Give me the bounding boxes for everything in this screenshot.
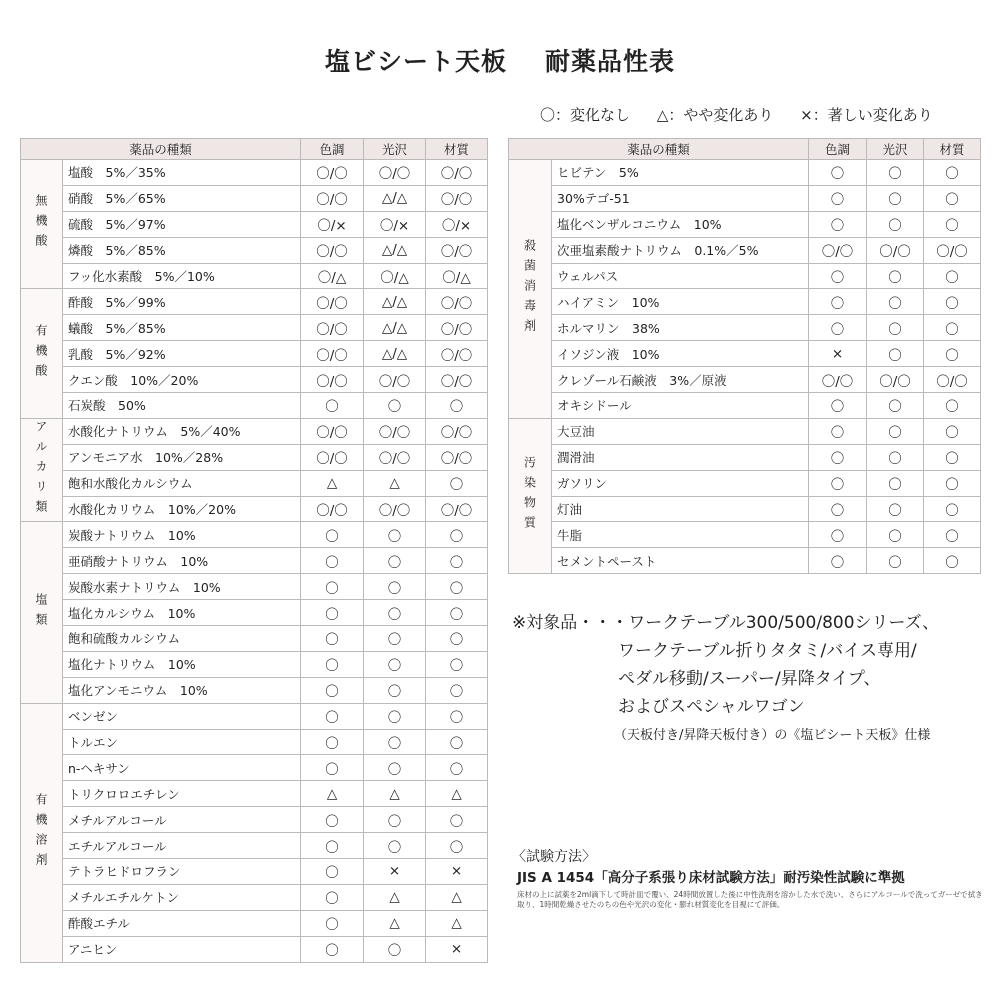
color-result: 〇/〇 bbox=[301, 185, 364, 211]
gloss-result: 〇/× bbox=[364, 211, 426, 237]
table-row bbox=[21, 185, 488, 211]
color-result: 〇/〇 bbox=[809, 237, 867, 263]
note-line4: およびスペシャルワゴン bbox=[618, 697, 805, 717]
chemical-name: ガソリン bbox=[552, 470, 809, 496]
table-row bbox=[21, 160, 488, 186]
material-result: 〇 bbox=[426, 470, 488, 496]
gloss-result: 〇 bbox=[364, 677, 426, 703]
color-result: 〇/〇 bbox=[301, 315, 364, 341]
gloss-result: 〇/〇 bbox=[867, 367, 924, 393]
method-description: 床材の上に試薬を2ml滴下して時計皿で覆い、24時間放置した後に中性洗剤を溶かした水で洗い、さらにアルコールで洗ってガーゼで拭き取り、1時間乾燥させたのちの色や光沢の変化・膨れ材質変化を目視にて評価。 bbox=[517, 890, 983, 909]
gloss-result: 〇 bbox=[867, 341, 924, 367]
material-result: 〇/〇 bbox=[426, 367, 488, 393]
table-row bbox=[21, 755, 488, 781]
color-result: 〇 bbox=[301, 651, 364, 677]
note-line2: ワークテーブル折りタタミ/バイス専用/ bbox=[618, 641, 917, 661]
color-result: 〇 bbox=[301, 677, 364, 703]
table-row bbox=[21, 651, 488, 677]
color-result: 〇 bbox=[301, 910, 364, 936]
color-result: 〇/△ bbox=[301, 263, 364, 289]
gloss-result: 〇 bbox=[867, 548, 924, 574]
header-color: 色調 bbox=[809, 139, 867, 160]
chemical-name: 硝酸 5%／65% bbox=[63, 185, 301, 211]
right-resistance-table bbox=[508, 138, 981, 574]
legend-ok: 〇：変化なし bbox=[540, 106, 631, 124]
chemical-name: 水酸化ナトリウム 5%／40% bbox=[63, 418, 301, 444]
color-result: 〇 bbox=[301, 729, 364, 755]
header-gloss: 光沢 bbox=[867, 139, 924, 160]
color-result: 〇 bbox=[301, 703, 364, 729]
color-result: 〇 bbox=[301, 574, 364, 600]
color-result: 〇/〇 bbox=[301, 496, 364, 522]
material-result: 〇 bbox=[426, 729, 488, 755]
table-row bbox=[509, 548, 981, 574]
color-result: 〇 bbox=[809, 263, 867, 289]
table-row bbox=[509, 185, 981, 211]
page-title bbox=[0, 42, 1000, 78]
material-result: 〇 bbox=[924, 548, 981, 574]
chemical-name: ベンゼン bbox=[63, 703, 301, 729]
color-result: 〇 bbox=[809, 548, 867, 574]
material-result: 〇 bbox=[426, 677, 488, 703]
color-result: △ bbox=[301, 470, 364, 496]
color-result: 〇 bbox=[809, 418, 867, 444]
table-row bbox=[509, 418, 981, 444]
color-result: 〇 bbox=[301, 833, 364, 859]
chemical-name: 飽和硫酸カルシウム bbox=[63, 626, 301, 652]
material-result: 〇 bbox=[426, 574, 488, 600]
table-row bbox=[21, 263, 488, 289]
chemical-name: ヒビテン 5% bbox=[552, 160, 809, 186]
table-row bbox=[21, 444, 488, 470]
material-result: 〇 bbox=[426, 600, 488, 626]
gloss-result: 〇 bbox=[867, 496, 924, 522]
gloss-result: 〇/〇 bbox=[364, 367, 426, 393]
chemical-name: クレゾール石鹸液 3%／原液 bbox=[552, 367, 809, 393]
chemical-name: フッ化水素酸 5%／10% bbox=[63, 263, 301, 289]
chemical-name: メチルアルコール bbox=[63, 807, 301, 833]
chemical-name: ウェルパス bbox=[552, 263, 809, 289]
material-result: 〇 bbox=[924, 341, 981, 367]
gloss-result: 〇 bbox=[867, 185, 924, 211]
material-result: × bbox=[426, 936, 488, 962]
chemical-name: メチルエチルケトン bbox=[63, 884, 301, 910]
table-row bbox=[21, 522, 488, 548]
table-row bbox=[21, 936, 488, 962]
gloss-result: 〇 bbox=[364, 626, 426, 652]
chemical-name: 硫酸 5%／97% bbox=[63, 211, 301, 237]
chemical-name: 塩化ナトリウム 10% bbox=[63, 651, 301, 677]
material-result: 〇 bbox=[924, 315, 981, 341]
gloss-result: 〇 bbox=[867, 315, 924, 341]
chemical-name: トルエン bbox=[63, 729, 301, 755]
gloss-result: 〇 bbox=[364, 393, 426, 419]
material-result: 〇 bbox=[426, 755, 488, 781]
gloss-result: △/△ bbox=[364, 341, 426, 367]
table-row bbox=[21, 393, 488, 419]
table-row bbox=[21, 859, 488, 885]
chemical-name: 酢酸 5%／99% bbox=[63, 289, 301, 315]
category-label: 汚染物質 bbox=[509, 418, 552, 573]
table-row bbox=[21, 781, 488, 807]
material-result: 〇 bbox=[924, 160, 981, 186]
chemical-name: ハイアミン 10% bbox=[552, 289, 809, 315]
gloss-result: △/△ bbox=[364, 185, 426, 211]
gloss-result: 〇/〇 bbox=[867, 237, 924, 263]
material-result: 〇/〇 bbox=[426, 341, 488, 367]
chemical-name: イソジン液 10% bbox=[552, 341, 809, 367]
chemical-name: n-ヘキサン bbox=[63, 755, 301, 781]
table-row bbox=[509, 315, 981, 341]
color-result: 〇 bbox=[301, 807, 364, 833]
color-result: 〇/× bbox=[301, 211, 364, 237]
gloss-result: 〇 bbox=[867, 418, 924, 444]
material-result: 〇/× bbox=[426, 211, 488, 237]
gloss-result: 〇 bbox=[364, 574, 426, 600]
color-result: 〇 bbox=[809, 211, 867, 237]
material-result: 〇 bbox=[924, 470, 981, 496]
legend-bad: ×：著しい変化あり bbox=[800, 106, 933, 124]
header-chemical: 薬品の種類 bbox=[21, 139, 301, 160]
color-result: 〇/〇 bbox=[301, 367, 364, 393]
material-result: 〇/〇 bbox=[426, 496, 488, 522]
table-row bbox=[21, 884, 488, 910]
chemical-name: 次亜塩素酸ナトリウム 0.1%／5% bbox=[552, 237, 809, 263]
gloss-result: 〇 bbox=[364, 651, 426, 677]
table-row bbox=[21, 367, 488, 393]
table-row bbox=[509, 160, 981, 186]
material-result: 〇 bbox=[426, 548, 488, 574]
chemical-name: 牛脂 bbox=[552, 522, 809, 548]
table-row bbox=[509, 289, 981, 315]
table-row bbox=[509, 341, 981, 367]
header-color: 色調 bbox=[301, 139, 364, 160]
color-result: 〇 bbox=[809, 393, 867, 419]
gloss-result: △ bbox=[364, 781, 426, 807]
material-result: × bbox=[426, 859, 488, 885]
table-row bbox=[21, 211, 488, 237]
gloss-result: 〇 bbox=[364, 703, 426, 729]
color-result: 〇 bbox=[809, 444, 867, 470]
chemical-name: 飽和水酸化カルシウム bbox=[63, 470, 301, 496]
material-result: 〇 bbox=[924, 522, 981, 548]
material-result: 〇 bbox=[924, 418, 981, 444]
chemical-name: 石炭酸 50% bbox=[63, 393, 301, 419]
chemical-name: テトラヒドロフラン bbox=[63, 859, 301, 885]
chemical-name: クエン酸 10%／20% bbox=[63, 367, 301, 393]
table-row bbox=[509, 496, 981, 522]
chemical-name: 水酸化カリウム 10%／20% bbox=[63, 496, 301, 522]
method-standard: JIS A 1454「高分子系張り床材試験方法」耐汚染性試験に準拠 bbox=[517, 870, 905, 886]
method-title: 〈試験方法〉 bbox=[512, 849, 596, 865]
table-row bbox=[21, 807, 488, 833]
gloss-result: 〇 bbox=[364, 755, 426, 781]
note-line3: ペダル移動/スーパー/昇降タイプ、 bbox=[618, 669, 881, 689]
color-result: 〇 bbox=[301, 548, 364, 574]
chemical-name: 炭酸水素ナトリウム 10% bbox=[63, 574, 301, 600]
header-material: 材質 bbox=[924, 139, 981, 160]
chemical-name: エチルアルコール bbox=[63, 833, 301, 859]
chemical-name: 潤滑油 bbox=[552, 444, 809, 470]
chemical-name: 炭酸ナトリウム 10% bbox=[63, 522, 301, 548]
gloss-result: 〇/〇 bbox=[364, 444, 426, 470]
material-result: 〇/〇 bbox=[426, 160, 488, 186]
gloss-result: 〇 bbox=[867, 522, 924, 548]
header-chemical: 薬品の種類 bbox=[509, 139, 809, 160]
color-result: 〇 bbox=[301, 522, 364, 548]
table-row bbox=[21, 418, 488, 444]
gloss-result: 〇 bbox=[867, 211, 924, 237]
material-result: 〇 bbox=[426, 393, 488, 419]
chemical-name: 蟻酸 5%／85% bbox=[63, 315, 301, 341]
chemical-name: 灯油 bbox=[552, 496, 809, 522]
gloss-result: 〇 bbox=[867, 393, 924, 419]
table-row bbox=[509, 444, 981, 470]
gloss-result: 〇 bbox=[364, 522, 426, 548]
material-result: 〇 bbox=[426, 807, 488, 833]
table-row bbox=[21, 703, 488, 729]
gloss-result: 〇 bbox=[867, 289, 924, 315]
material-result: 〇 bbox=[924, 289, 981, 315]
color-result: 〇 bbox=[809, 160, 867, 186]
table-row bbox=[509, 470, 981, 496]
color-result: 〇 bbox=[809, 496, 867, 522]
material-result: 〇/〇 bbox=[426, 315, 488, 341]
legend bbox=[540, 104, 933, 125]
note-line1: ※対象品・・・ワークテーブル300/500/800シリーズ、 bbox=[512, 613, 940, 633]
chemical-name: 燐酸 5%／85% bbox=[63, 237, 301, 263]
color-result: 〇 bbox=[301, 393, 364, 419]
material-result: 〇/〇 bbox=[426, 237, 488, 263]
gloss-result: 〇/〇 bbox=[364, 418, 426, 444]
gloss-result: 〇/〇 bbox=[364, 496, 426, 522]
left-resistance-table bbox=[20, 138, 488, 963]
gloss-result: △ bbox=[364, 910, 426, 936]
color-result: 〇 bbox=[301, 936, 364, 962]
table-row bbox=[21, 341, 488, 367]
material-result: △ bbox=[426, 781, 488, 807]
material-result: 〇 bbox=[924, 393, 981, 419]
color-result: 〇/〇 bbox=[301, 289, 364, 315]
table-row bbox=[21, 496, 488, 522]
gloss-result: 〇 bbox=[867, 160, 924, 186]
table-row bbox=[21, 833, 488, 859]
chemical-name: 亜硝酸ナトリウム 10% bbox=[63, 548, 301, 574]
gloss-result: 〇 bbox=[364, 548, 426, 574]
material-result: 〇/〇 bbox=[924, 237, 981, 263]
title-part1: 塩ビシート天板 bbox=[324, 47, 507, 76]
gloss-result: 〇/〇 bbox=[364, 160, 426, 186]
color-result: 〇 bbox=[809, 522, 867, 548]
material-result: 〇 bbox=[924, 263, 981, 289]
color-result: 〇/〇 bbox=[301, 444, 364, 470]
table-row bbox=[509, 263, 981, 289]
table-row bbox=[21, 237, 488, 263]
chemical-name: ホルマリン 38% bbox=[552, 315, 809, 341]
chemical-name: 塩化アンモニウム 10% bbox=[63, 677, 301, 703]
color-result: 〇 bbox=[301, 884, 364, 910]
gloss-result: 〇 bbox=[364, 833, 426, 859]
color-result: 〇 bbox=[301, 626, 364, 652]
material-result: 〇 bbox=[426, 626, 488, 652]
color-result: △ bbox=[301, 781, 364, 807]
table-row bbox=[509, 211, 981, 237]
chemical-name: トリクロロエチレン bbox=[63, 781, 301, 807]
table-row bbox=[21, 910, 488, 936]
material-result: 〇 bbox=[924, 444, 981, 470]
material-result: 〇 bbox=[426, 833, 488, 859]
material-result: 〇/〇 bbox=[924, 367, 981, 393]
color-result: 〇/〇 bbox=[301, 418, 364, 444]
gloss-result: 〇 bbox=[364, 729, 426, 755]
material-result: 〇/〇 bbox=[426, 185, 488, 211]
table-row bbox=[21, 600, 488, 626]
chemical-name: 塩化カルシウム 10% bbox=[63, 600, 301, 626]
chemical-name: アンモニア水 10%／28% bbox=[63, 444, 301, 470]
gloss-result: 〇/△ bbox=[364, 263, 426, 289]
gloss-result: △ bbox=[364, 884, 426, 910]
material-result: 〇 bbox=[426, 522, 488, 548]
color-result: 〇/〇 bbox=[301, 237, 364, 263]
color-result: 〇 bbox=[301, 600, 364, 626]
chemical-name: 大豆油 bbox=[552, 418, 809, 444]
chemical-name: 酢酸エチル bbox=[63, 910, 301, 936]
color-result: 〇/〇 bbox=[301, 341, 364, 367]
title-part2: 耐薬品性表 bbox=[545, 47, 676, 76]
table-row bbox=[509, 522, 981, 548]
chemical-name: アニヒン bbox=[63, 936, 301, 962]
material-result: 〇 bbox=[924, 185, 981, 211]
table-row bbox=[21, 315, 488, 341]
gloss-result: 〇 bbox=[867, 444, 924, 470]
table-row bbox=[21, 470, 488, 496]
category-label: 有機酸 bbox=[21, 289, 63, 418]
gloss-result: △/△ bbox=[364, 237, 426, 263]
chemical-name: オキシドール bbox=[552, 393, 809, 419]
gloss-result: △ bbox=[364, 470, 426, 496]
color-result: 〇/〇 bbox=[301, 160, 364, 186]
material-result: 〇 bbox=[924, 496, 981, 522]
table-row bbox=[509, 367, 981, 393]
chemical-name: セメントペースト bbox=[552, 548, 809, 574]
header-gloss: 光沢 bbox=[364, 139, 426, 160]
chemical-name: 乳酸 5%／92% bbox=[63, 341, 301, 367]
material-result: △ bbox=[426, 910, 488, 936]
note-line5: （天板付き/昇降天板付き）の《塩ビシート天板》仕様 bbox=[614, 728, 931, 743]
material-result: △ bbox=[426, 884, 488, 910]
color-result: 〇 bbox=[301, 755, 364, 781]
gloss-result: 〇 bbox=[364, 600, 426, 626]
header-material: 材質 bbox=[426, 139, 488, 160]
color-result: 〇 bbox=[809, 470, 867, 496]
chemical-name: 塩酸 5%／35% bbox=[63, 160, 301, 186]
gloss-result: △/△ bbox=[364, 289, 426, 315]
color-result: 〇/〇 bbox=[809, 367, 867, 393]
category-label: アルカリ類 bbox=[21, 418, 63, 522]
table-row bbox=[509, 237, 981, 263]
chemical-name: 塩化ベンザルコニウム 10% bbox=[552, 211, 809, 237]
gloss-result: × bbox=[364, 859, 426, 885]
gloss-result: 〇 bbox=[867, 470, 924, 496]
category-label: 殺菌消毒剤 bbox=[509, 160, 552, 419]
material-result: 〇 bbox=[426, 703, 488, 729]
material-result: 〇/△ bbox=[426, 263, 488, 289]
material-result: 〇/〇 bbox=[426, 418, 488, 444]
table-header-row bbox=[21, 139, 488, 160]
chemical-name: 30%テゴ-51 bbox=[552, 185, 809, 211]
table-row bbox=[21, 729, 488, 755]
table-row bbox=[509, 393, 981, 419]
table-row bbox=[21, 548, 488, 574]
table-row bbox=[21, 626, 488, 652]
color-result: 〇 bbox=[301, 859, 364, 885]
gloss-result: △/△ bbox=[364, 315, 426, 341]
legend-slight: △：やや変化あり bbox=[656, 106, 774, 124]
table-row bbox=[21, 289, 488, 315]
category-label: 有機溶剤 bbox=[21, 703, 63, 962]
material-result: 〇 bbox=[924, 211, 981, 237]
gloss-result: 〇 bbox=[364, 936, 426, 962]
table-row bbox=[21, 677, 488, 703]
color-result: 〇 bbox=[809, 185, 867, 211]
color-result: 〇 bbox=[809, 315, 867, 341]
gloss-result: 〇 bbox=[867, 263, 924, 289]
color-result: 〇 bbox=[809, 289, 867, 315]
material-result: 〇 bbox=[426, 651, 488, 677]
category-label: 塩類 bbox=[21, 522, 63, 703]
material-result: 〇/〇 bbox=[426, 289, 488, 315]
table-row bbox=[21, 574, 488, 600]
material-result: 〇/〇 bbox=[426, 444, 488, 470]
category-label: 無機酸 bbox=[21, 160, 63, 289]
table-header-row bbox=[509, 139, 981, 160]
color-result: × bbox=[809, 341, 867, 367]
gloss-result: 〇 bbox=[364, 807, 426, 833]
